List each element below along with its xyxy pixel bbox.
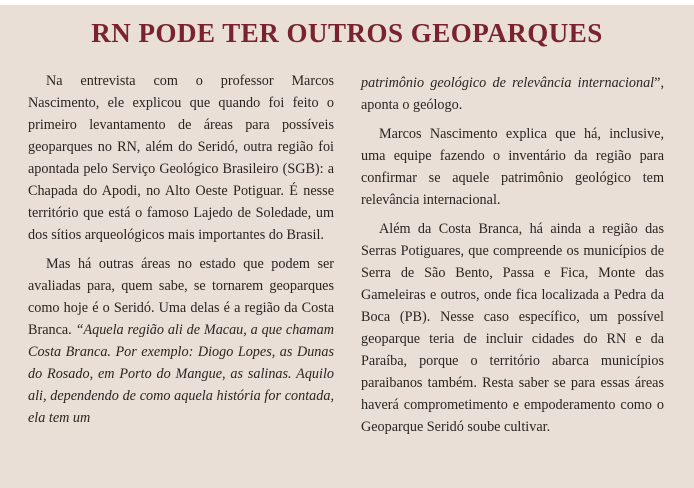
- left-column: [28, 70, 334, 436]
- paragraph: Na entrevista com o professor Marcos Nascimento, ele explicou que quando foi feito o primeiro levantamento de áreas para possíveis geoparques no RN, além do Seridó, outra região foi apontada pelo Serviço Geológico Brasileiro (SGB): a Chapada do Apodi, no Alto Oeste Potiguar. É nesse território que está o famoso Lajedo de Soledade, um dos sítios arqueológicos mais importantes do Brasil.: [28, 73, 334, 243]
- quote-text: “Aquela região ali de Macau, a que chamam Costa Branca. Por exemplo: Diogo Lopes, as Dunas do Rosado, em Porto do Mangue, as salinas. Aquilo ali, dependendo de como aquela história for contada, ela tem um: [28, 322, 334, 426]
- paragraph: [28, 253, 334, 429]
- top-border: [0, 0, 694, 5]
- quote-text: patrimônio geológico de relevância internacional: [361, 75, 655, 91]
- paragraph-text: Mas há outras áreas no estado que podem ser avaliadas para, quem sabe, se tornarem geoparques como hoje é o Seridó. Uma delas é a região da Costa Branca.: [28, 256, 334, 338]
- right-column: [361, 72, 664, 445]
- paragraph: Marcos Nascimento explica que há, inclusive, uma equipe fazendo o inventário da região para confirmar se aquele patrimônio geológico tem relevância internacional.: [361, 126, 664, 208]
- paragraph-text: ”, aponta o geólogo.: [361, 75, 664, 113]
- paragraph: Além da Costa Branca, há ainda a região das Serras Potiguares, que compreende os municípios de Serra de São Bento, Passa e Fica, Monte das Gameleiras e outros, onde fica localizada a Pedra da Boca (PB). Nesse caso específico, um possível geoparque teria de incluir cidades do RN e da Paraíba, porque o território abarca municípios paraibanos também. Resta saber se para essas áreas haverá comprometimento e empoderamento como o Geoparque Seridó soube cultivar.: [361, 221, 664, 435]
- article-title: RN PODE TER OUTROS GEOPARQUES: [91, 18, 603, 48]
- paragraph: [361, 72, 664, 116]
